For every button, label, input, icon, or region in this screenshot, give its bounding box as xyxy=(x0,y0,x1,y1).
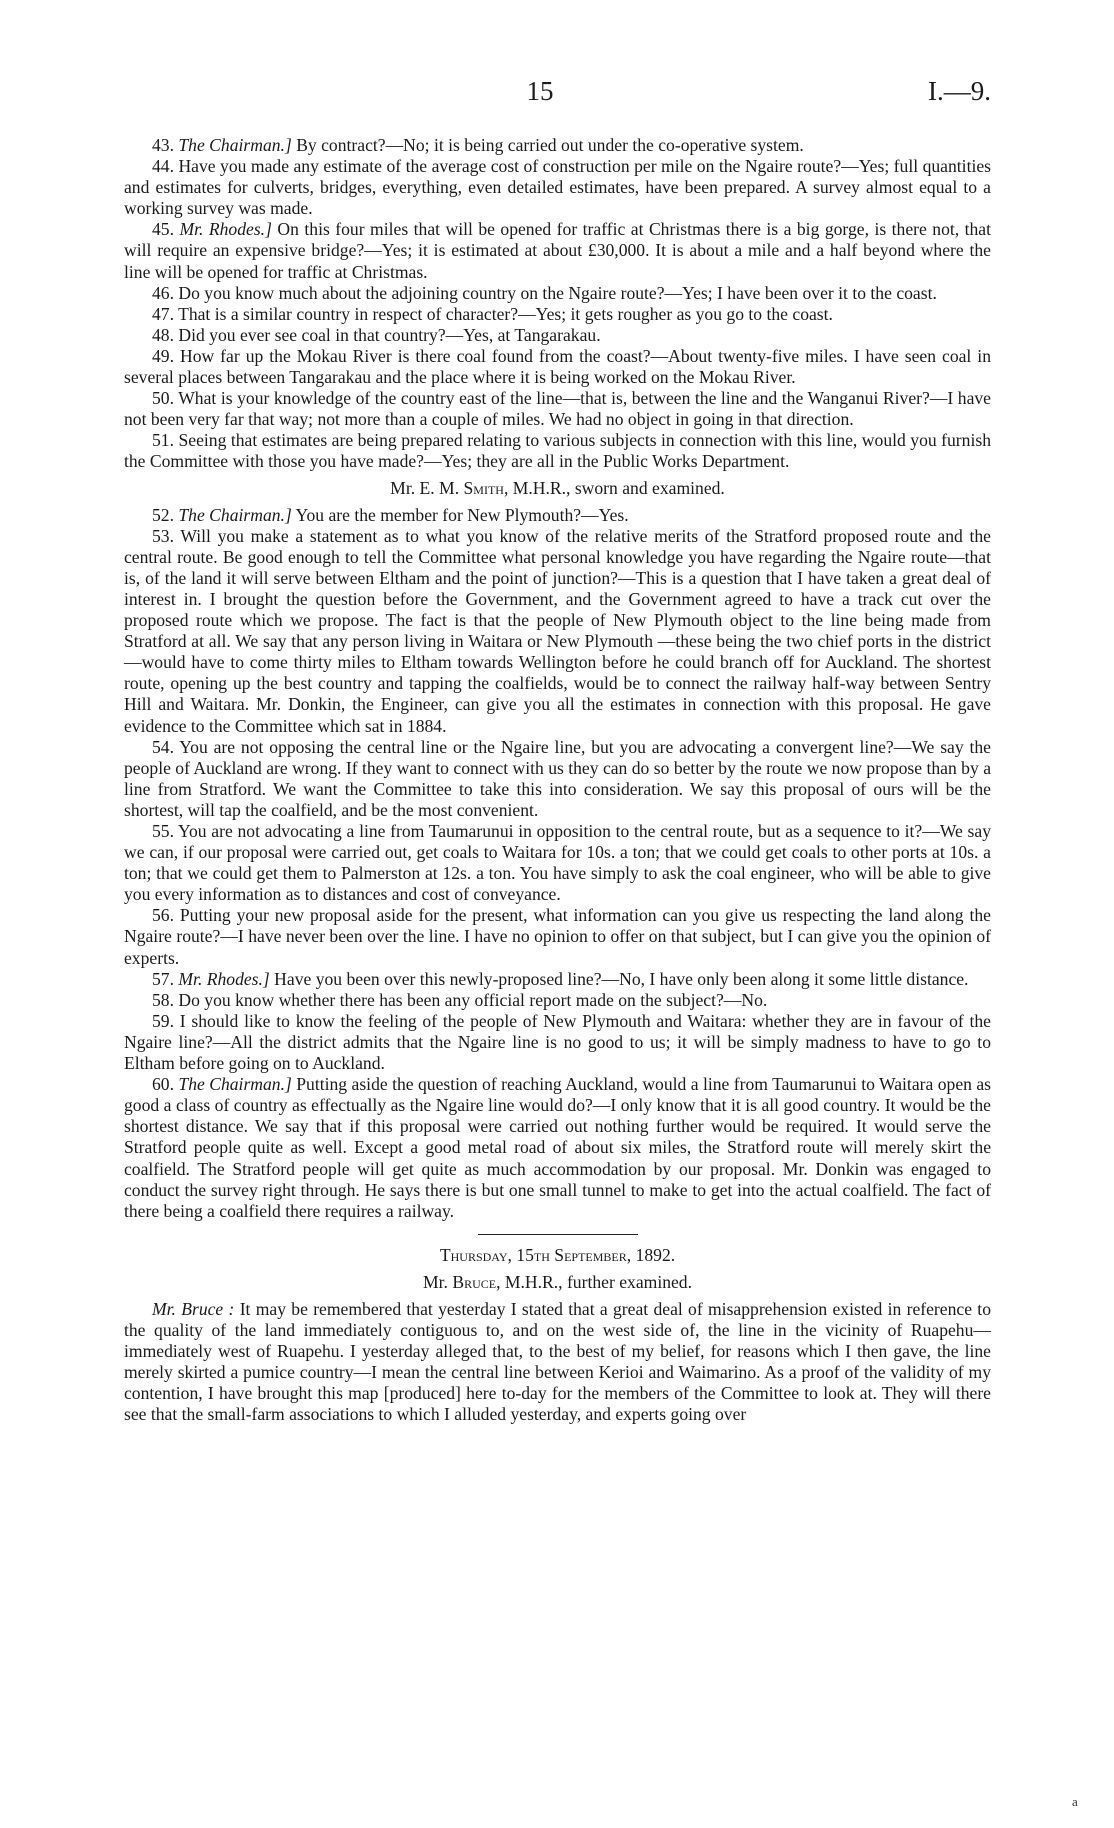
evidence-paragraph-48: 48. Did you ever see coal in that country?—Yes, at Tangarakau. xyxy=(152,324,601,345)
page-number: 15 xyxy=(526,76,554,106)
speaker-label: The Chairman.] xyxy=(178,1074,292,1095)
date-heading: Thursday, 15th September, 1892. xyxy=(439,1244,676,1265)
paragraph-text: It may be remembered that yesterday I stated that a great deal of misapprehension existed in reference to the quality of the land immediately contiguous to, and on the west side of, the line in the vicinity of Ruapehu—immediately west of Ruapehu. I yesterday alleged that, to the best of my belief, for reasons which I then gave, the line merely skirted a pumice country—I mean the central line between Kerioi and Waimarino. As a proof of the validity of my contention, I have brought this map [produced] here to-day for the members of the Committee to look at. They will there see that the small-farm associations to which I alluded yesterday, and experts going over xyxy=(124,1298,991,1425)
evidence-paragraph-49: 49. How far up the Mokau River is there coal found from the coast?—About twenty-five miles. I have seen coal in several places between Tangarakau and the place where it is being worked on the Mokau River. xyxy=(124,345,991,388)
evidence-paragraph-58: 58. Do you know whether there has been any official report made on the subject?—No. xyxy=(152,989,768,1010)
paragraph-text: 57. xyxy=(152,968,179,989)
document-reference: I.—9. xyxy=(928,76,991,106)
evidence-paragraph-52 xyxy=(124,505,991,526)
heading-text: , M.H.R., further examined. xyxy=(496,1271,693,1292)
evidence-paragraph-54: 54. You are not opposing the central line or the Ngaire line, but you are advocating a convergent line?—We say the people of Auckland are wrong. If they want to connect with us they can do so better by the route we now propose than by a line from Stratford. We want the Committee to take this into consideration. We say this proposal of ours will be the shortest, will tap the coalfield, and be the most convenient. xyxy=(124,736,991,820)
evidence-paragraph-43 xyxy=(124,135,991,156)
paragraph-text: On this four miles that will be opened for traffic at Christmas there is a big gorge, is there not, that will require an expensive bridge?—Yes; it is estimated at about £30,000. It is about a mile and a half beyond where the line will be opened for traffic at Christmas. xyxy=(124,219,992,282)
speaker-label: The Chairman.] xyxy=(178,135,292,155)
section-divider xyxy=(478,1234,638,1235)
speaker-label: The Chairman.] xyxy=(178,504,292,525)
evidence-paragraph-55: 55. You are not advocating a line from Taumarunui in opposition to the central route, but as a sequence to it?—We say we can, if our proposal were carried out, get coals to Waitara for 10s. a ton; that we could get coals to other ports at 10s. a ton; that we could get them to Palmerston at 12s. a ton. You have simply to ask the coal engineer, who will be able to give you every information as to distances and cost of conveyance. xyxy=(124,821,991,905)
margin-mark: a xyxy=(1072,1794,1078,1809)
evidence-paragraph-51: 51. Seeing that estimates are being prepared relating to various subjects in connection with this line, would you furnish the Committee with those you have made?—Yes; they are all in the Public Works Department. xyxy=(124,430,991,472)
evidence-paragraph-45 xyxy=(124,219,991,282)
paragraph-text: 43. xyxy=(152,135,179,155)
evidence-paragraph-59: 59. I should like to know the feeling of the people of New Plymouth and Waitara: whether they are in favour of the Ngaire line?—All the district admits that the Ngaire line is no good to us; it will be simply madness to have to go to Eltham before going on to Auckland. xyxy=(124,1010,991,1074)
paragraph-text: Putting aside the question of reaching Auckland, would a line from Taumarunui to Waitara open as good a class of country as effectually as the Ngaire line would do?—I only know that it is all good country. It would be the shortest distance. We say that if this proposal were carried out nothing further would be required. It would serve the Stratford people quite as well. Except a good metal road of about six miles, the Stratford route will merely skirt the coalfield. The Stratford people will get quite as much accommodation by our proposal. Mr. Donkin was engaged to conduct the survey right through. He says there is but one small tunnel to make to get into the actual coalfield. The fact of there being a coalfield there requires a railway. xyxy=(124,1074,991,1221)
witness-heading-smith xyxy=(124,478,991,499)
page-header xyxy=(0,76,1114,110)
paragraph-text: 45. xyxy=(152,219,180,240)
heading-text: , M.H.R., sworn and examined. xyxy=(503,477,725,498)
paragraph-text: You are the member for New Plymouth?—Yes. xyxy=(291,504,629,525)
witness-name: Bruce xyxy=(452,1271,497,1292)
speaker-label: Mr. Rhodes.] xyxy=(179,219,272,240)
evidence-paragraph-46: 46. Do you know much about the adjoining country on the Ngaire route?—Yes; I have been over it to the coast. xyxy=(152,282,937,303)
speaker-label: Mr. Bruce : xyxy=(152,1298,235,1319)
evidence-paragraph-57 xyxy=(124,969,991,990)
paragraph-text: Have you been over this newly-proposed line?—No, I have only been along it some little distance. xyxy=(269,968,969,989)
evidence-paragraph-53: 53. Will you make a statement as to what you know of the relative merits of the Stratford proposed route and the central route. Be good enough to tell the Committee what personal knowledge you have regarding the Ngaire route—that is, of the land it will serve between Eltham and the point of junction?—This is a question that I have taken a great deal of interest in. I brought the question before the Government, and the Government agreed to have a track cut over the proposed route which we propose. The fact is that the people of New Plymouth object to the line being made from Stratford at all. We say that any person living in Waitara or New Plymouth —these being the two chief ports in the district—would have to come thirty miles to Eltham towards Wellington before he could branch off for Auckland. The shortest route, opening up the best country and tapping the coalfields, would be to connect the railway half-way between Sentry Hill and Waitara. Mr. Donkin, the Engineer, can give you all the estimates in connection with this proposal. He gave evidence to the Committee which sat in 1884. xyxy=(124,525,991,736)
bruce-statement-paragraph xyxy=(124,1299,991,1426)
evidence-paragraph-60 xyxy=(124,1074,991,1222)
evidence-paragraph-50: 50. What is your knowledge of the country east of the line—that is, between the line and the Wanganui River?—I have not been very far that way; not more than a couple of miles. We had no object in going in that direction. xyxy=(124,388,991,430)
paragraph-text: By contract?—No; it is being carried out under the co-operative system. xyxy=(291,135,804,155)
evidence-paragraph-56: 56. Putting your new proposal aside for the present, what information can you give us respecting the land along the Ngaire route?—I have never been over the line. I have no opinion to offer on that subject, but I can give you the opinion of experts. xyxy=(124,905,991,968)
heading-text: Mr. E. M. xyxy=(390,477,464,498)
witness-name: Smith xyxy=(463,477,504,498)
speaker-label: Mr. Rhodes.] xyxy=(178,968,270,989)
witness-heading-bruce xyxy=(124,1272,991,1293)
body-text xyxy=(124,135,991,1426)
paragraph-text: 60. xyxy=(152,1074,179,1095)
evidence-paragraph-47: 47. That is a similar country in respect of character?—Yes; it gets rougher as you go to the coast. xyxy=(152,303,833,324)
evidence-paragraph-44: 44. Have you made any estimate of the average cost of construction per mile on the Ngaire route?—Yes; full quantities and estimates for culverts, bridges, everything, even detailed estimates, have been prepared. A survey almost equal to a working survey was made. xyxy=(124,156,991,219)
paragraph-text: 52. xyxy=(152,504,179,525)
heading-text: Mr. xyxy=(422,1271,453,1292)
